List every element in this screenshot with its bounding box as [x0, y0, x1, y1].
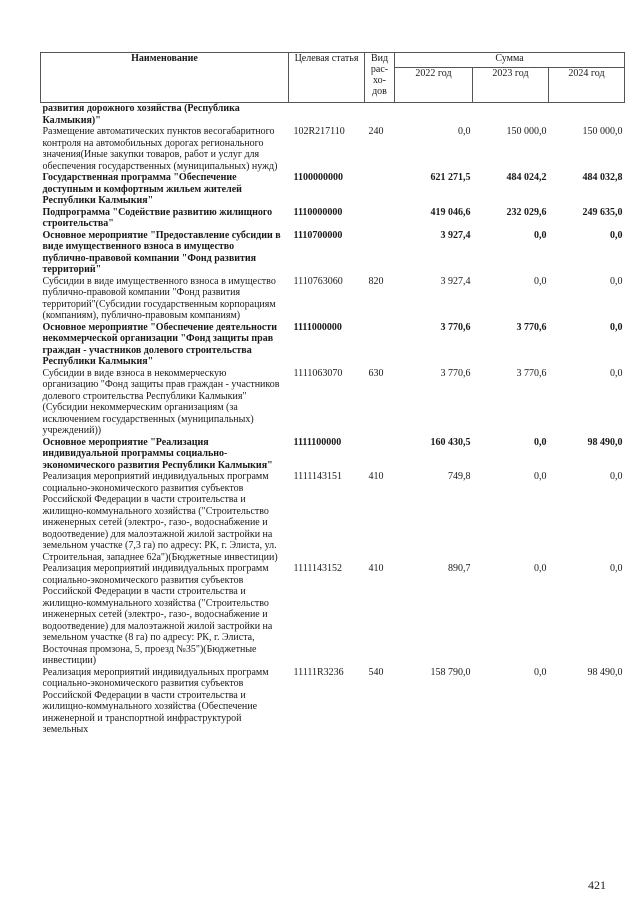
- row-value-2022: 158 790,0: [430, 666, 471, 678]
- table-row: [41, 207, 625, 230]
- row-target-code: 1111143151: [293, 471, 343, 482]
- row-value-2023: [473, 103, 549, 127]
- row-expense-kind: 820: [368, 275, 384, 287]
- table-row: [41, 667, 625, 736]
- row-value-2023: 0,0: [534, 229, 547, 241]
- row-expense-kind: 410: [368, 471, 384, 482]
- row-expense-kind: [365, 172, 395, 207]
- table-row: [41, 437, 625, 472]
- row-value-2023: 3 770,6: [516, 367, 547, 379]
- row-value-2024: 0,0: [610, 275, 623, 287]
- row-name: развития дорожного хозяйства (Республика Калмыкия)": [42, 103, 240, 126]
- row-value-2023: 232 029,6: [506, 206, 547, 218]
- row-target-code: [289, 103, 365, 127]
- row-expense-kind: [365, 230, 395, 276]
- row-name: Реализация мероприятий индивидуальных программ социально-экономического развития субъектов Российской Федерации в части строительства и жилищно-коммунального хозяйства (Обеспечение инженерной и транспортной инфраструктурой земельных: [42, 666, 269, 735]
- row-expense-kind: 240: [368, 126, 384, 137]
- row-target-code: 1100000000: [293, 172, 343, 183]
- row-value-2023: 484 024,2: [506, 172, 547, 183]
- row-name: Субсидии в виде взноса в некоммерческую организацию "Фонд защиты прав граждан - участников долевого строительства Республики Калмыкия"(Субсидии некоммерческим организациям (за исключением государственных (муниципальных) учреждений)): [42, 367, 280, 436]
- row-value-2022: 621 271,5: [430, 172, 471, 183]
- row-target-code: 11111R3236: [293, 666, 344, 678]
- row-value-2022: 890,7: [448, 563, 471, 574]
- header-kind: Вид рас-хо-дов: [365, 53, 395, 103]
- page-number: 421: [588, 878, 606, 892]
- row-value-2024: 150 000,0: [582, 126, 623, 137]
- row-target-code: 102R217110: [293, 126, 345, 137]
- row-expense-kind: [365, 103, 395, 127]
- row-name: Размещение автоматических пунктов весогабаритного контроля на автомобильных дорогах регионального значения(Иные закупки товаров, работ и услуг для обеспечения государственных (муниципальных) нужд): [42, 126, 278, 172]
- table-row: [41, 368, 625, 437]
- row-expense-kind: [365, 322, 395, 368]
- row-value-2022: 160 430,5: [430, 436, 471, 448]
- row-target-code: 1110700000: [293, 229, 343, 241]
- row-name: Основное мероприятие "Реализация индивидуальной программы социально-экономического развития Республики Калмыкия": [42, 436, 273, 471]
- row-value-2024: [549, 103, 625, 127]
- row-target-code: 1111000000: [293, 321, 342, 333]
- row-value-2022: 0,0: [458, 126, 471, 137]
- row-name: Государственная программа "Обеспечение доступным и комфортным жильем жителей Республики Калмыкия": [42, 172, 242, 206]
- header-year-2022: 2022 год: [395, 68, 473, 103]
- row-value-2022: 749,8: [448, 471, 471, 482]
- header-year-2023: 2023 год: [473, 68, 549, 103]
- row-value-2024: 98 490,0: [587, 666, 623, 678]
- table-row: [41, 563, 625, 667]
- row-value-2023: 0,0: [534, 275, 547, 287]
- row-value-2024: 0,0: [610, 563, 623, 574]
- row-name: Основное мероприятие "Обеспечение деятельности некоммерческой организации "Фонд защиты прав граждан - участников долевого строительства Республики Калмыкия": [42, 321, 277, 367]
- header-code: Целевая статья: [289, 53, 365, 103]
- row-value-2024: 0,0: [610, 471, 623, 482]
- row-value-2022: 3 770,6: [440, 321, 471, 333]
- row-expense-kind: 410: [368, 563, 384, 574]
- row-value-2023: 0,0: [534, 666, 547, 678]
- table-header: [41, 53, 625, 103]
- budget-table: [40, 52, 625, 736]
- row-target-code: 1111100000: [293, 436, 342, 448]
- row-name: Основное мероприятие "Предоставление субсидии в виде имущественного взноса в имущество публично-правовой компании "Фонд развития территорий": [42, 229, 281, 275]
- row-value-2022: [395, 103, 473, 127]
- row-value-2023: 150 000,0: [506, 126, 547, 137]
- row-value-2023: 3 770,6: [516, 321, 547, 333]
- table-row: [41, 471, 625, 563]
- row-value-2024: 98 490,0: [587, 436, 623, 448]
- row-name: Реализация мероприятий индивидуальных программ социально-экономического развития субъектов Российской Федерации в части строительства и жилищно-коммунального хозяйства ("Строительство инженерных сетей (электро-, газо-, водоснабжение и водоотведение) для малоэтажной жилой застройки на земельном участке (8 га) по адресу: РК, г. Элиста, Восточная промзона, 5, проезд №35")(Бюджетные инвестиции): [42, 563, 273, 666]
- header-name: Наименование: [41, 53, 289, 103]
- row-name: Субсидии в виде имущественного взноса в имущество публично-правовой компании "Фонд развития территорий"(Субсидии государственным корпорациям (компаниям), публично-правовым компаниям): [42, 275, 276, 321]
- row-value-2022: 3 770,6: [440, 367, 471, 379]
- row-name: Реализация мероприятий индивидуальных программ социально-экономического развития субъектов Российской Федерации в части строительства и жилищно-коммунального хозяйства ("Строительство инженерных сетей (электро-, газо-, водоснабжение и водоотведение) для малоэтажной жилой застройки на земельном участке (7,3 га) по адресу: РК, г. Элиста, ул. Строительная, западнее 62а")(Бюджетные инвестиции): [42, 471, 278, 563]
- row-target-code: 1111063070: [293, 367, 343, 379]
- row-value-2024: 484 032,8: [582, 172, 623, 183]
- row-expense-kind: 540: [368, 666, 384, 678]
- row-target-code: 1110763060: [293, 275, 343, 287]
- table-row: [41, 126, 625, 172]
- row-target-code: 1110000000: [293, 206, 343, 218]
- table-row: [41, 103, 625, 127]
- table-row: [41, 276, 625, 322]
- table-row: [41, 322, 625, 368]
- table-row: [41, 230, 625, 276]
- row-name: Подпрограмма "Содействие развитию жилищного строительства": [42, 206, 273, 229]
- row-value-2023: 0,0: [534, 471, 547, 482]
- row-expense-kind: 630: [368, 367, 384, 379]
- row-value-2022: 3 927,4: [440, 275, 471, 287]
- row-value-2022: 419 046,6: [430, 206, 471, 218]
- row-value-2024: 0,0: [610, 367, 623, 379]
- header-year-2024: 2024 год: [549, 68, 625, 103]
- row-value-2022: 3 927,4: [440, 229, 471, 241]
- header-sum: Сумма: [395, 53, 625, 68]
- row-value-2024: 249 635,0: [582, 206, 623, 218]
- table-row: [41, 172, 625, 207]
- row-target-code: 1111143152: [293, 563, 343, 574]
- table-body: [41, 103, 625, 736]
- row-expense-kind: [365, 437, 395, 472]
- row-value-2023: 0,0: [534, 436, 547, 448]
- row-expense-kind: [365, 207, 395, 230]
- row-value-2024: 0,0: [610, 229, 623, 241]
- row-value-2023: 0,0: [534, 563, 547, 574]
- row-value-2024: 0,0: [610, 321, 623, 333]
